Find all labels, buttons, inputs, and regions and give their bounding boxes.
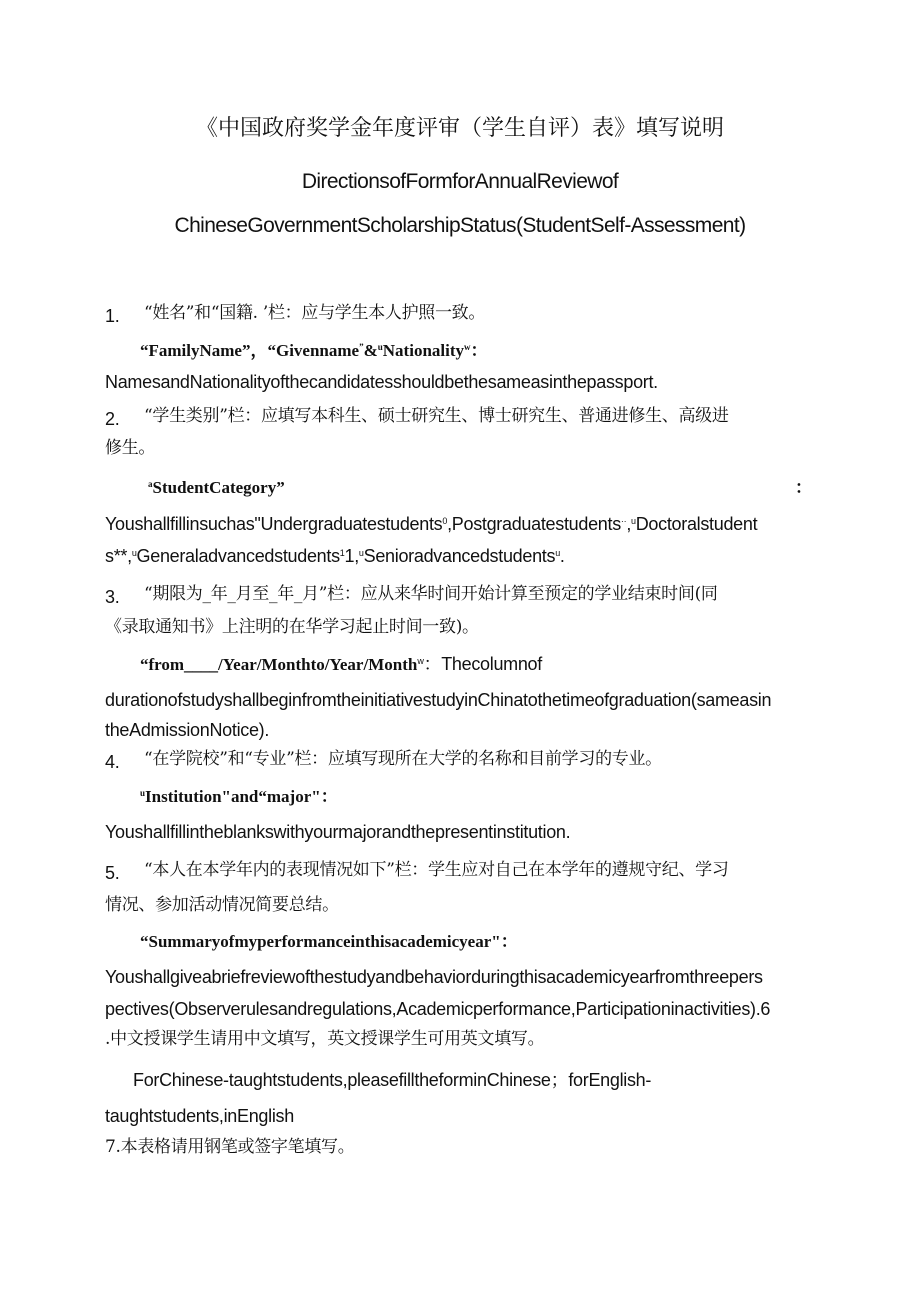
item-number: 5.: [105, 863, 120, 883]
item-3-cn-line2: 《录取通知书》上注明的在华学习起止时间一致)。: [105, 617, 479, 637]
item-5-cn-line1: “本人在本学年内的表现情况如下”栏：学生应对自己在本学年的遵规守纪、学习: [144, 860, 729, 880]
item-4-en-heading: $^u$Institution"and“major"：: [140, 787, 338, 806]
item-2-en-line1: Youshallfillinsuchas"Undergraduatestudents$^0$,Postgraduatestudents··,$^u$Doctoralstudent: [105, 514, 758, 534]
item-2-en-heading: $^a$StudentCategory”: [148, 478, 285, 497]
item-2-en-colon: ：: [795, 478, 812, 497]
item-4-cn-text: “在学院校”和“专业”栏：应填写现所在大学的名称和目前学习的专业。: [144, 749, 662, 769]
item-1-en-heading: “FamilyName”，“Givenname”&$^u$Nationality$^w$：: [140, 341, 488, 360]
item-1-en-body: NamesandNationalityofthecandidatesshouldbethesameasinthepassport.: [105, 372, 658, 392]
page-title-cn: 《中国政府奖学金年度评审（学生自评）表》填写说明: [195, 116, 724, 141]
item-number: 3.: [105, 587, 120, 607]
item-4-en-body: Youshallfillintheblankswithyourmajorandthepresentinstitution.: [105, 822, 571, 842]
item-2-cn-line2: 修生。: [105, 438, 156, 458]
item-5-en-line2: pectives(Observerulesandregulations,Academicperformance,Participationinactivities).6: [105, 999, 771, 1019]
item-2-cn-line1: “学生类别”栏：应填写本科生、硕士研究生、博士研究生、普通进修生、高级进: [144, 406, 729, 426]
item-1-cn-text: “姓名”和“国籍. ’栏：应与学生本人护照一致。: [144, 303, 486, 323]
page-title-en-line1: DirectionsofFormforAnnualReviewof: [301, 170, 619, 193]
item-5-en-line3: .中文授课学生请用中文填写，英文授课学生可用英文填写。: [105, 1029, 545, 1049]
item-number: 4.: [105, 752, 120, 772]
item-5-en-line1: Youshallgiveabriefreviewofthestudyandbehaviorduringthisacademicyearfromthreepers: [105, 967, 763, 987]
item-3-en-heading: “from____/Year/Monthto/Year/Month$^w$：Thecolumnof: [140, 654, 542, 674]
item-3-en-line3: theAdmissionNotice).: [105, 720, 270, 740]
item-5-en-heading: “Summaryofmyperformanceinthisacademicyear"：: [140, 932, 518, 951]
item-3-en-line2: durationofstudyshallbeginfromtheinitiativestudyinChinatothetimeofgraduation(sameasin: [105, 690, 772, 710]
item-6-en-line2: taughtstudents,inEnglish: [105, 1106, 294, 1126]
item-number: 2.: [105, 409, 120, 429]
page-title-en-line2: ChineseGovernmentScholarshipStatus(StudentSelf-Assessment): [174, 214, 746, 237]
item-number: 1.: [105, 306, 120, 326]
item-2-en-line2: s**,$^u$Generaladvancedstudents$^1$1,$^u$Senioradvancedstudents$^u$.: [105, 546, 565, 566]
item-6-en-line1: ForChinese-taughtstudents,pleasefilltheforminChinese；forEnglish-: [133, 1070, 652, 1090]
item-3-cn-line1: “期限为_年_月至_年_月”栏：应从来华时间开始计算至预定的学业结束时间(同: [144, 584, 718, 604]
item-7-cn-text: 7.本表格请用钢笔或签字笔填写。: [105, 1137, 355, 1157]
item-5-cn-line2: 情况、参加活动情况简要总结。: [105, 895, 339, 915]
